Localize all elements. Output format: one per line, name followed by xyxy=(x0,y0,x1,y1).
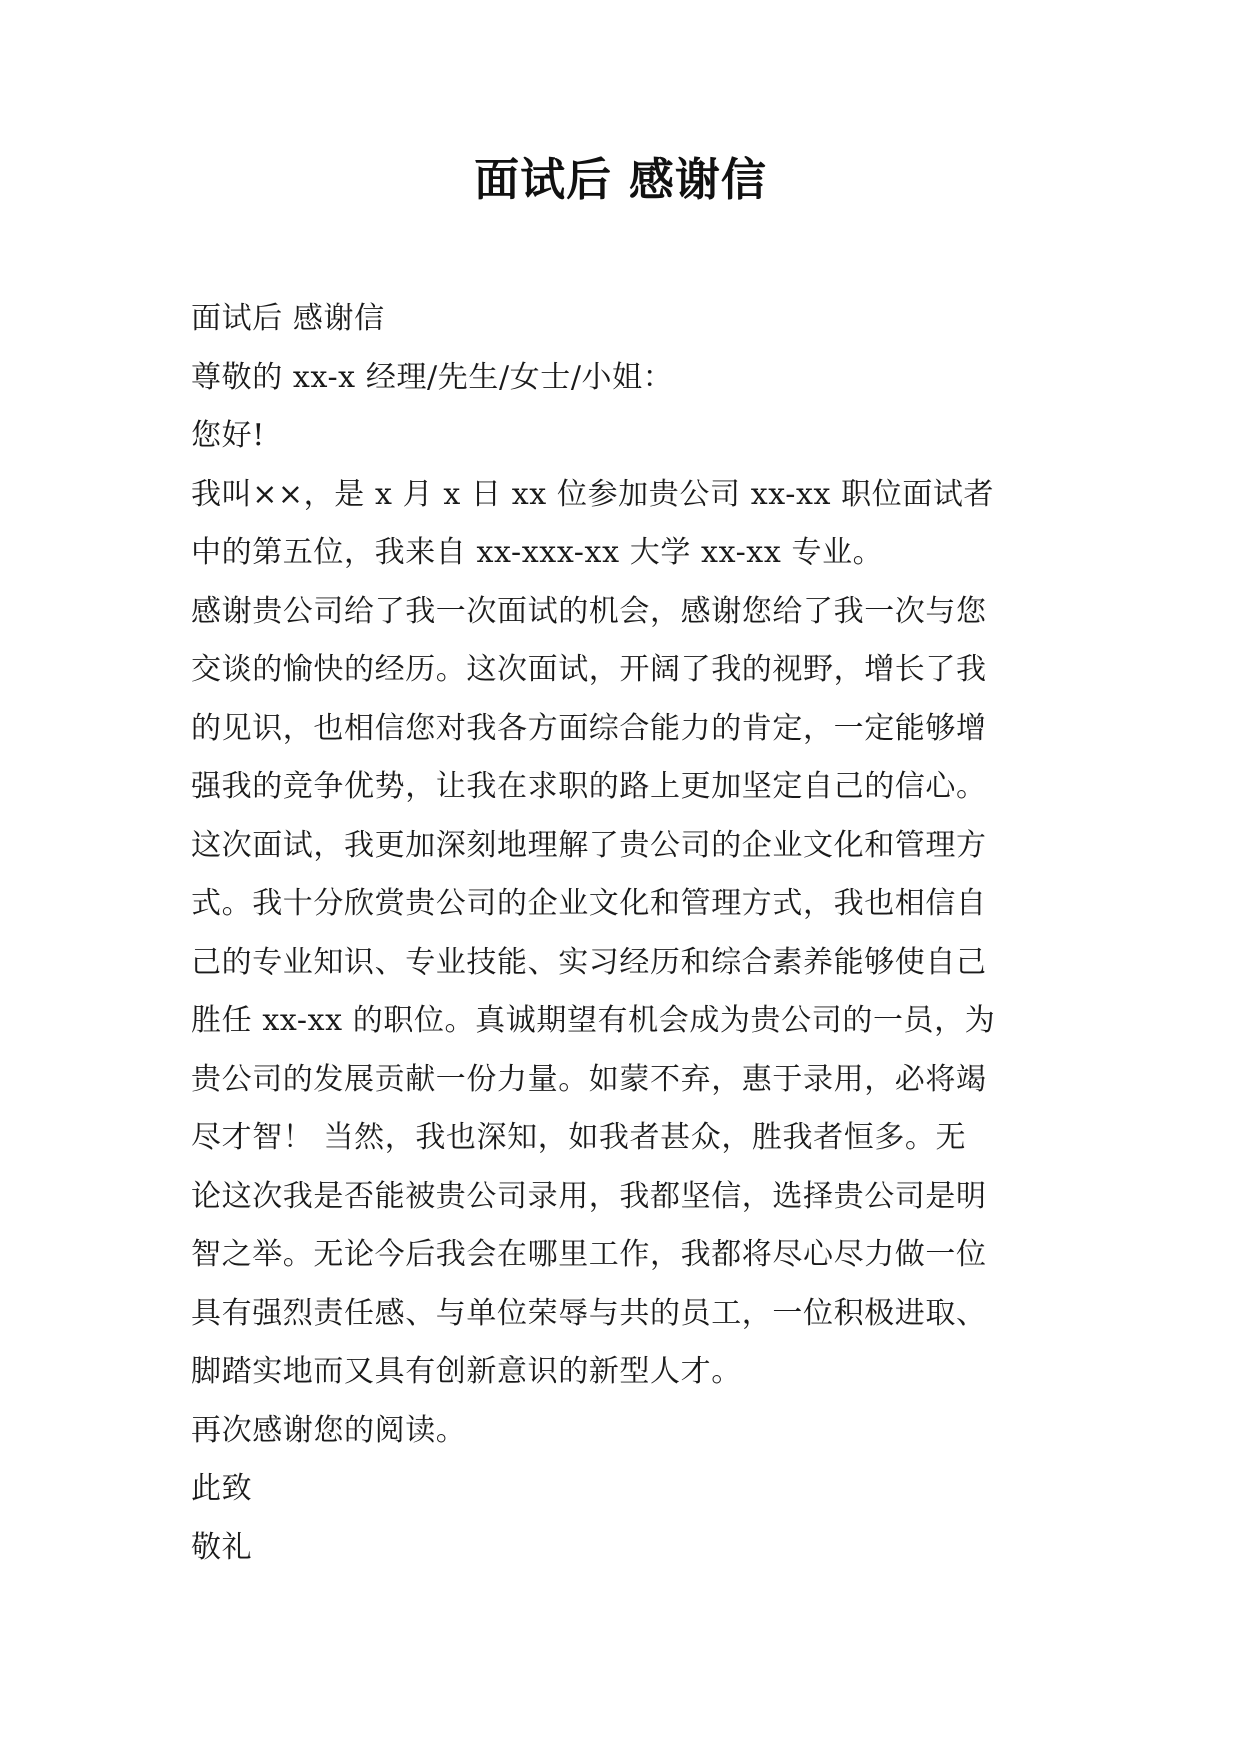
letter-line: 中的第五位，我来自 xx-xxx-xx 大学 xx-xx 专业。 xyxy=(191,535,884,570)
letter-line: 的见识，也相信您对我各方面综合能力的肯定，一定能够增 xyxy=(191,710,987,746)
letter-line: 我叫××，是 x 月 x 日 xx 位参加贵公司 xx-xx 职位面试者 xyxy=(191,476,995,512)
letter-line-greeting: 您好! xyxy=(191,418,265,453)
letter-line-salutation: 尊敬的 xx-x 经理/先生/女士/小姐： xyxy=(191,359,674,395)
letter-line: 脚踏实地而又具有创新意识的新型人才。 xyxy=(191,1354,742,1389)
letter-body xyxy=(191,290,1071,1577)
letter-line: 论这次我是否能被贵公司录用，我都坚信，选择贵公司是明 xyxy=(191,1178,987,1214)
letter-line: 具有强烈责任感、与单位荣辱与共的员工，一位积极进取、 xyxy=(191,1295,987,1331)
letter-line-subject: 面试后 感谢信 xyxy=(191,301,385,336)
page-title: 面试后 感谢信 xyxy=(474,153,767,206)
letter-line-thanks: 再次感谢您的阅读。 xyxy=(191,1412,467,1448)
letter-line: 感谢贵公司给了我一次面试的机会，感谢您给了我一次与您 xyxy=(191,593,987,629)
letter-line: 贵公司的发展贡献一份力量。如蒙不弃，惠于录用，必将竭 xyxy=(191,1061,987,1097)
letter-line: 这次面试，我更加深刻地理解了贵公司的企业文化和管理方 xyxy=(191,827,987,863)
letter-line: 式。我十分欣赏贵公司的企业文化和管理方式，我也相信自 xyxy=(191,886,987,921)
letter-line: 尽才智！ 当然，我也深知，如我者甚众，胜我者恒多。无 xyxy=(191,1120,967,1155)
letter-line-regards: 敬礼 xyxy=(191,1529,253,1565)
letter-line: 己的专业知识、专业技能、实习经历和综合素养能够使自己 xyxy=(191,944,987,980)
letter-line: 胜任 xx-xx 的职位。真诚期望有机会成为贵公司的一员，为 xyxy=(191,1003,996,1038)
letter-line: 交谈的愉快的经历。这次面试，开阔了我的视野，增长了我 xyxy=(191,652,987,687)
letter-line-closing: 此致 xyxy=(191,1471,253,1506)
letter-line: 智之举。无论今后我会在哪里工作，我都将尽心尽力做一位 xyxy=(191,1237,987,1272)
letter-line: 强我的竞争优势，让我在求职的路上更加坚定自己的信心。 xyxy=(191,769,987,804)
